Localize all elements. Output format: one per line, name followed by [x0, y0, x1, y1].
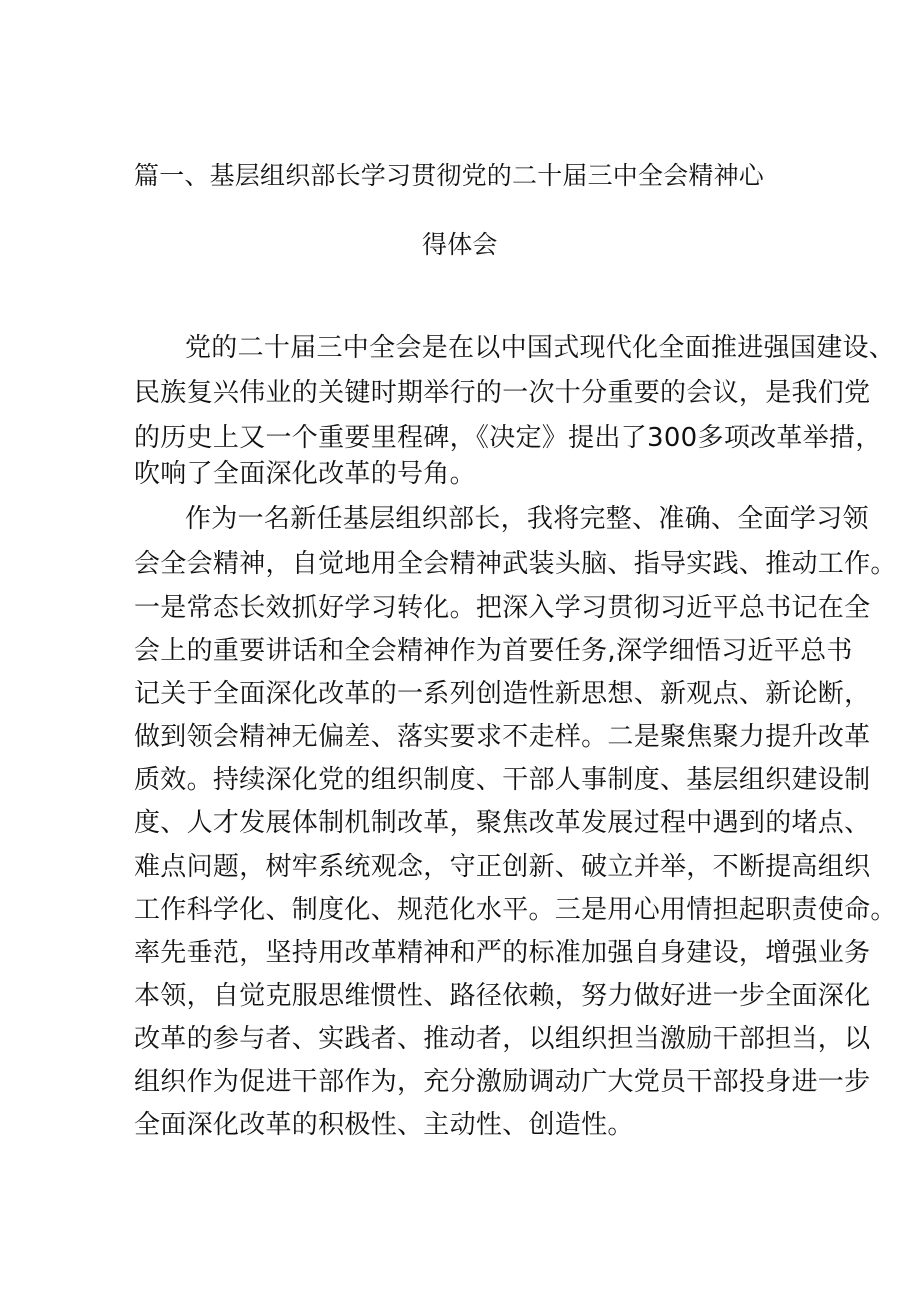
document-title-line-1: 篇一、基层组织部长学习贯彻党的二十届三中全会精神心: [134, 161, 765, 190]
paragraph-2-line: 作为一名新任基层组织部长，我将完整、准确、全面学习领: [185, 504, 869, 534]
paragraph-2-line: 难点问题，树牢系统观念，守正创新、破立并举，不断提高组织: [134, 852, 871, 882]
paragraph-2-line: 率先垂范，坚持用改革精神和严的标准加强自身建设，增强业务: [134, 938, 871, 968]
paragraph-2-line: 会全会精神，自觉地用全会精神武装头脑、指导实践、推动工作。: [134, 549, 897, 579]
paragraph-2-line: 改革的参与者、实践者、推动者，以组织担当激励干部担当，以: [134, 1024, 871, 1054]
document-title-line-2: 得体会: [422, 230, 498, 259]
paragraph-2-line: 本领，自觉克服思维惯性、路径依赖，努力做好进一步全面深化: [134, 981, 871, 1011]
paragraph-2-line: 记关于全面深化改革的一系列创造性新思想、新观点、新论断，: [134, 679, 871, 709]
paragraph-2-line: 会上的重要讲话和全会精神作为首要任务,深学细悟习近平总书: [134, 636, 853, 666]
paragraph-2-line: 全面深化改革的积极性、主动性、创造性。: [134, 1110, 634, 1140]
paragraph-1-line: 吹响了全面深化改革的号角。: [134, 459, 476, 489]
paragraph-1-line: 党的二十届三中全会是在以中国式现代化全面推进强国建设、: [185, 333, 896, 363]
paragraph-2-line: 质效。持续深化党的组织制度、干部人事制度、基层组织建设制: [134, 765, 871, 795]
paragraph-2-line: 组织作为促进干部作为，充分激励调动广大党员干部投身进一步: [134, 1067, 871, 1097]
paragraph-2-line: 度、人才发展体制机制改革，聚焦改革发展过程中遇到的堵点、: [134, 808, 871, 838]
paragraph-2-line: 做到领会精神无偏差、落实要求不走样。二是聚焦聚力提升改革: [134, 722, 871, 752]
paragraph-2-line: 一是常态长效抓好学习转化。把深入学习贯彻习近平总书记在全: [134, 593, 871, 623]
paragraph-1-line: 的历史上又一个重要里程碑，《决定》提出了300多项改革举措，: [134, 423, 882, 453]
paragraph-2-line: 工作科学化、制度化、规范化水平。三是用心用情担起职责使命。: [134, 895, 897, 925]
paragraph-1-line: 民族复兴伟业的关键时期举行的一次十分重要的会议，是我们党: [134, 378, 871, 408]
